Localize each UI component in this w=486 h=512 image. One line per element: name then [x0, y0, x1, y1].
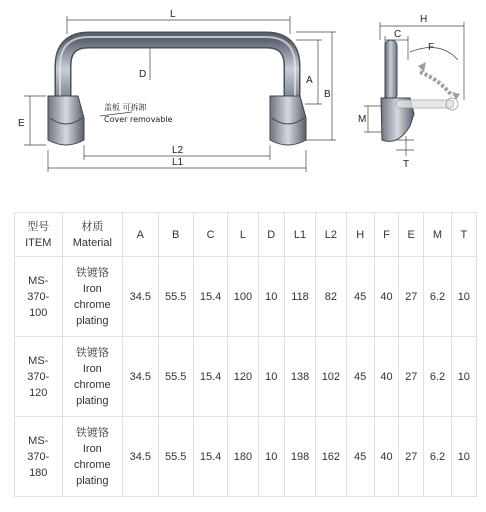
- value-cell: 40: [374, 257, 398, 337]
- value-cell: 45: [346, 337, 374, 417]
- dim-label-B: B: [324, 89, 331, 100]
- header-D: D: [258, 213, 284, 257]
- table-row: [15, 337, 477, 417]
- table-row: [15, 417, 477, 497]
- value-cell: 6.2: [424, 257, 451, 337]
- value-cell: 198: [284, 417, 315, 497]
- item-cell: MS- 370- 120: [15, 337, 63, 417]
- value-cell: 40: [374, 337, 398, 417]
- dim-label-L: L: [170, 9, 176, 20]
- dim-label-H: H: [420, 14, 428, 25]
- cover-note-english: Cover removable: [104, 115, 173, 124]
- value-cell: 34.5: [123, 337, 158, 417]
- dim-label-L1: L1: [172, 157, 184, 168]
- value-cell: 34.5: [123, 417, 158, 497]
- header-C: C: [193, 213, 227, 257]
- value-cell: 10: [451, 257, 476, 337]
- value-cell: 10: [258, 417, 284, 497]
- dim-label-L2: L2: [172, 145, 184, 156]
- value-cell: 40: [374, 417, 398, 497]
- value-cell: 162: [316, 417, 346, 497]
- material-cell: 铁镀铬 Iron chrome plating: [62, 257, 123, 337]
- item-cell: MS- 370- 180: [15, 417, 63, 497]
- value-cell: 6.2: [424, 417, 451, 497]
- value-cell: 10: [451, 417, 476, 497]
- value-cell: 27: [399, 257, 424, 337]
- dim-label-E: E: [18, 118, 25, 129]
- value-cell: 55.5: [158, 257, 193, 337]
- dim-label-C: C: [394, 29, 402, 40]
- value-cell: 15.4: [193, 257, 227, 337]
- dim-label-A: A: [306, 75, 313, 86]
- value-cell: 82: [316, 257, 346, 337]
- value-cell: 10: [451, 337, 476, 417]
- header-material: 材质 Material: [62, 213, 123, 257]
- header-H: H: [346, 213, 374, 257]
- value-cell: 34.5: [123, 257, 158, 337]
- value-cell: 138: [284, 337, 315, 417]
- value-cell: 45: [346, 417, 374, 497]
- header-T: T: [451, 213, 476, 257]
- value-cell: 120: [228, 337, 258, 417]
- header-B: B: [158, 213, 193, 257]
- handle-side-view: [381, 40, 460, 141]
- value-cell: 27: [399, 417, 424, 497]
- value-cell: 27: [399, 337, 424, 417]
- handle-technical-drawing: [0, 0, 486, 190]
- value-cell: 180: [228, 417, 258, 497]
- material-cell: 铁镀铬 Iron chrome plating: [62, 337, 123, 417]
- cover-note-chinese: 盖板 可拆卸: [104, 103, 147, 112]
- table-header-row: [15, 213, 477, 257]
- value-cell: 15.4: [193, 337, 227, 417]
- header-E: E: [399, 213, 424, 257]
- handle-front-view: [48, 37, 306, 145]
- header-M: M: [424, 213, 451, 257]
- header-L1: L1: [284, 213, 315, 257]
- value-cell: 100: [228, 257, 258, 337]
- value-cell: 6.2: [424, 337, 451, 417]
- header-L2: L2: [316, 213, 346, 257]
- value-cell: 102: [316, 337, 346, 417]
- value-cell: 10: [258, 257, 284, 337]
- dim-label-T: T: [403, 159, 410, 170]
- spec-table: [14, 212, 477, 497]
- header-A: A: [123, 213, 158, 257]
- value-cell: 55.5: [158, 417, 193, 497]
- header-L: L: [228, 213, 258, 257]
- side-dimension-lines: [364, 22, 464, 156]
- material-cell: 铁镀铬 Iron chrome plating: [62, 417, 123, 497]
- item-cell: MS- 370- 100: [15, 257, 63, 337]
- value-cell: 10: [258, 337, 284, 417]
- value-cell: 45: [346, 257, 374, 337]
- value-cell: 55.5: [158, 337, 193, 417]
- header-F: F: [374, 213, 398, 257]
- dim-label-M: M: [358, 114, 367, 125]
- value-cell: 118: [284, 257, 315, 337]
- value-cell: 15.4: [193, 417, 227, 497]
- dim-label-D: D: [139, 69, 147, 80]
- table-row: [15, 257, 477, 337]
- dim-label-F: F: [428, 42, 435, 53]
- header-item: 型号 ITEM: [15, 213, 63, 257]
